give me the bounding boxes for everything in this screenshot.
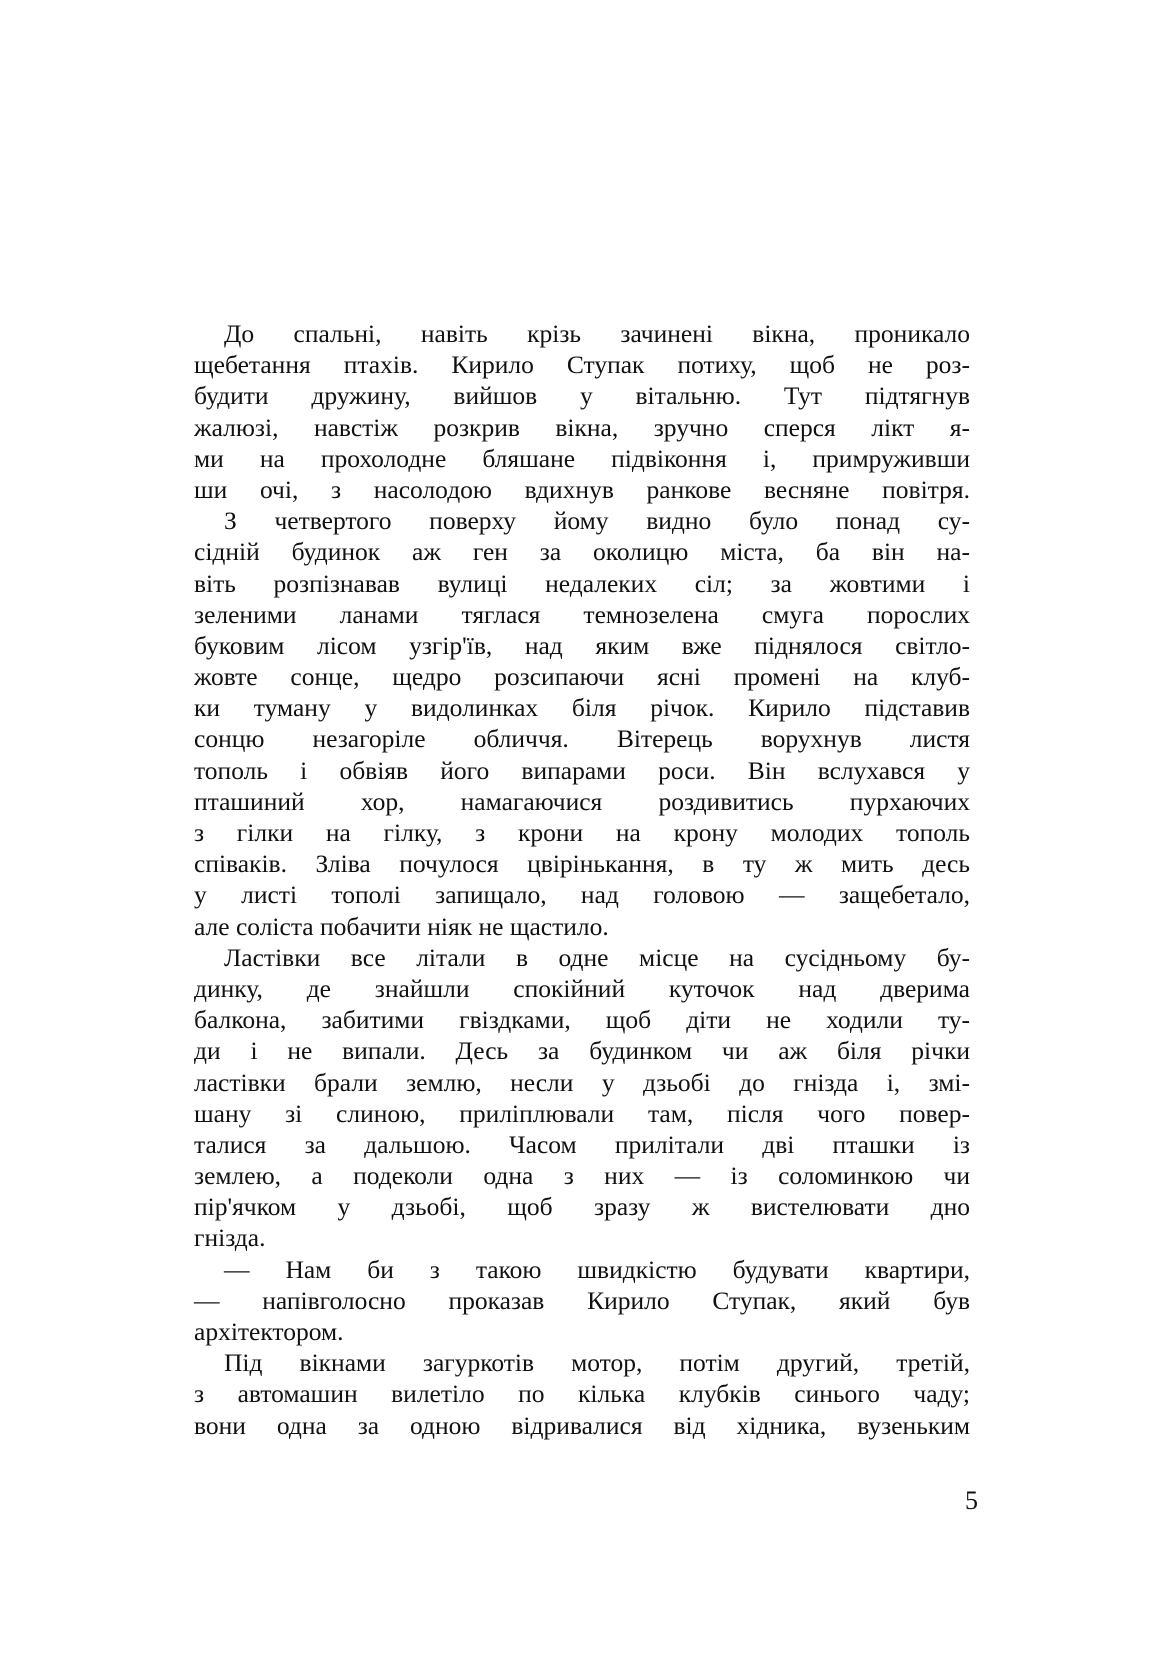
text-line: жовте сонце, щедро розсипаючи ясні промені на клуб- (194, 662, 970, 692)
text-line: Під вікнами загуркотів мотор, потім другий, третій, (224, 1348, 970, 1378)
text-line: землею, а подеколи одна з них — із соломинкою чи (194, 1161, 970, 1191)
text-line: — Нам би з такою швидкістю будувати квартири, (224, 1254, 970, 1284)
text-line: будити дружину, вийшов у вітальню. Тут підтягнув (194, 381, 970, 411)
text-line: жалюзі, навстіж розкрив вікна, зручно сперся лікт я- (194, 412, 970, 442)
text-line: шану зі слиною, приліплювали там, після чого повер- (194, 1098, 970, 1128)
text-line: вони одна за одною відривалися від хідника, вузеньким (194, 1410, 970, 1440)
paragraph-1 (194, 318, 970, 505)
text-line: ластівки брали землю, несли у дзьобі до гнізда і, змі- (194, 1067, 970, 1097)
text-line: з автомашин вилетіло по кілька клубків синього чаду; (194, 1379, 970, 1409)
text-line: З четвертого поверху йому видно було понад су- (224, 506, 970, 536)
text-line: сонцю незагоріле обличчя. Вітерець ворухнув листя (194, 724, 970, 754)
text-line: пір'ячком у дзьобі, щоб зразу ж вистелювати дно (194, 1192, 970, 1222)
text-line: віть розпізнавав вулиці недалеких сіл; за жовтими і (194, 568, 970, 598)
text-line: архітектором. (194, 1317, 344, 1346)
paragraph-5 (194, 1347, 970, 1441)
body-text (194, 318, 970, 1441)
text-line: балкона, забитими гвіздками, щоб діти не ходили ту- (194, 1005, 970, 1035)
text-line: ми на прохолодне бляшане підвіконня і, примруживши (194, 443, 970, 473)
paragraph-2 (194, 505, 970, 942)
text-line: з гілки на гілку, з крони на крону молодих тополь (194, 818, 970, 847)
text-line: ши очі, з насолодою вдихнув ранкове весняне повітря. (194, 474, 970, 504)
paragraph-4 (194, 1254, 970, 1348)
text-line: пташиний хор, намагаючися роздивитись пурхаючих (194, 786, 970, 816)
text-line: буковим лісом узгір'їв, над яким вже піднялося світло- (194, 630, 970, 660)
text-line: сідній будинок аж ген за околицю міста, ба він на- (194, 537, 970, 567)
text-line: Ластівки все літали в одне місце на сусідньому бу- (224, 942, 970, 972)
text-line: — напівголосно проказав Кирило Ступак, який був (194, 1285, 970, 1315)
text-line: тополь і обвіяв його випарами роси. Він вслухався у (194, 755, 970, 785)
text-line: у листі тополі запищало, над головою — защебетало, (194, 880, 970, 910)
text-line: До спальні, навіть крізь зачинені вікна, проникало (224, 319, 970, 348)
text-line: ки туману у видолинках біля річок. Кирило підставив (194, 693, 970, 723)
text-line: співаків. Зліва почулося цвірінькання, в ту ж мить десь (194, 849, 970, 879)
text-line: ди і не випали. Десь за будинком чи аж біля річки (194, 1036, 970, 1066)
page-number: 5 (965, 1486, 978, 1515)
text-line: але соліста побачити ніяк не щастило. (194, 911, 609, 941)
paragraph-3 (194, 942, 970, 1254)
text-line: динку, де знайшли спокійний куточок над дверима (194, 973, 970, 1003)
text-line: щебетання птахів. Кирило Ступак потиху, щоб не роз- (194, 350, 970, 380)
text-line: гнізда. (194, 1223, 266, 1253)
text-line: зеленими ланами тяглася темнозелена смуга порослих (194, 599, 970, 629)
text-line: талися за дальшою. Часом прилітали дві пташки із (194, 1129, 970, 1159)
